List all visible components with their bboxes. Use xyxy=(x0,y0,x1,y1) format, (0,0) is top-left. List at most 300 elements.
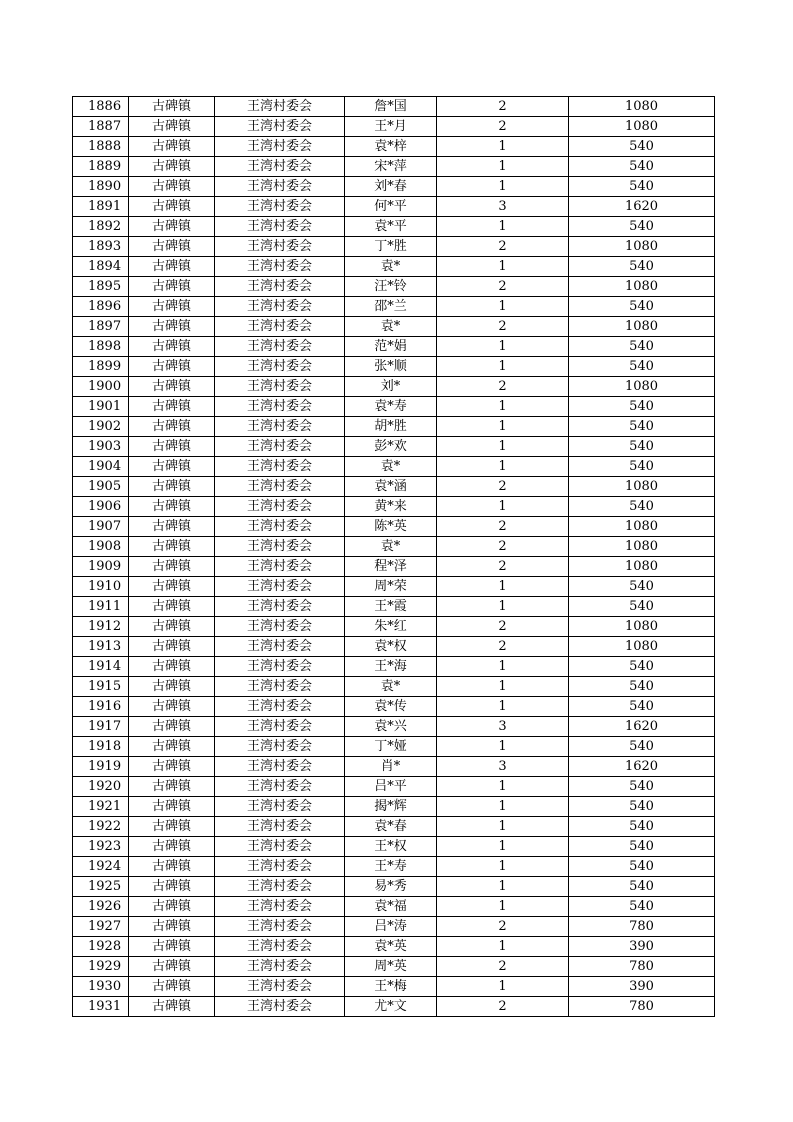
count-cell: 1 xyxy=(437,597,569,617)
table-row xyxy=(73,657,715,677)
count-cell: 1 xyxy=(437,777,569,797)
town-cell: 古碑镇 xyxy=(129,837,215,857)
town-cell: 古碑镇 xyxy=(129,877,215,897)
row-number-cell: 1909 xyxy=(73,557,129,577)
town-cell: 古碑镇 xyxy=(129,157,215,177)
amount-cell: 540 xyxy=(569,657,715,677)
name-cell: 袁* xyxy=(345,457,437,477)
row-number-cell: 1914 xyxy=(73,657,129,677)
table-row xyxy=(73,597,715,617)
amount-cell: 1080 xyxy=(569,277,715,297)
amount-cell: 780 xyxy=(569,957,715,977)
count-cell: 1 xyxy=(437,457,569,477)
data-table xyxy=(72,96,715,1017)
count-cell: 1 xyxy=(437,837,569,857)
village-committee-cell: 王湾村委会 xyxy=(215,797,345,817)
table-row xyxy=(73,457,715,477)
town-cell: 古碑镇 xyxy=(129,257,215,277)
village-committee-cell: 王湾村委会 xyxy=(215,557,345,577)
village-committee-cell: 王湾村委会 xyxy=(215,377,345,397)
table-row xyxy=(73,377,715,397)
amount-cell: 1620 xyxy=(569,197,715,217)
village-committee-cell: 王湾村委会 xyxy=(215,177,345,197)
count-cell: 2 xyxy=(437,917,569,937)
row-number-cell: 1899 xyxy=(73,357,129,377)
name-cell: 詹*国 xyxy=(345,97,437,117)
row-number-cell: 1894 xyxy=(73,257,129,277)
village-committee-cell: 王湾村委会 xyxy=(215,397,345,417)
table-row xyxy=(73,477,715,497)
town-cell: 古碑镇 xyxy=(129,417,215,437)
name-cell: 周*英 xyxy=(345,957,437,977)
name-cell: 袁* xyxy=(345,677,437,697)
amount-cell: 540 xyxy=(569,337,715,357)
amount-cell: 540 xyxy=(569,577,715,597)
row-number-cell: 1898 xyxy=(73,337,129,357)
count-cell: 1 xyxy=(437,937,569,957)
count-cell: 2 xyxy=(437,637,569,657)
table-row xyxy=(73,577,715,597)
row-number-cell: 1908 xyxy=(73,537,129,557)
row-number-cell: 1907 xyxy=(73,517,129,537)
row-number-cell: 1893 xyxy=(73,237,129,257)
count-cell: 1 xyxy=(437,137,569,157)
table-body xyxy=(73,97,715,1017)
table-row xyxy=(73,997,715,1017)
town-cell: 古碑镇 xyxy=(129,857,215,877)
amount-cell: 1080 xyxy=(569,97,715,117)
table-row xyxy=(73,617,715,637)
town-cell: 古碑镇 xyxy=(129,917,215,937)
count-cell: 1 xyxy=(437,697,569,717)
amount-cell: 540 xyxy=(569,497,715,517)
count-cell: 1 xyxy=(437,577,569,597)
village-committee-cell: 王湾村委会 xyxy=(215,257,345,277)
amount-cell: 540 xyxy=(569,137,715,157)
town-cell: 古碑镇 xyxy=(129,177,215,197)
table-row xyxy=(73,277,715,297)
count-cell: 2 xyxy=(437,617,569,637)
table-row xyxy=(73,417,715,437)
table-row xyxy=(73,497,715,517)
row-number-cell: 1919 xyxy=(73,757,129,777)
village-committee-cell: 王湾村委会 xyxy=(215,937,345,957)
count-cell: 3 xyxy=(437,757,569,777)
row-number-cell: 1912 xyxy=(73,617,129,637)
table-row xyxy=(73,977,715,997)
count-cell: 3 xyxy=(437,197,569,217)
amount-cell: 780 xyxy=(569,917,715,937)
row-number-cell: 1927 xyxy=(73,917,129,937)
town-cell: 古碑镇 xyxy=(129,637,215,657)
name-cell: 袁*涵 xyxy=(345,477,437,497)
town-cell: 古碑镇 xyxy=(129,817,215,837)
name-cell: 陈*英 xyxy=(345,517,437,537)
table-row xyxy=(73,437,715,457)
village-committee-cell: 王湾村委会 xyxy=(215,237,345,257)
row-number-cell: 1929 xyxy=(73,957,129,977)
table-row xyxy=(73,837,715,857)
village-committee-cell: 王湾村委会 xyxy=(215,957,345,977)
row-number-cell: 1897 xyxy=(73,317,129,337)
town-cell: 古碑镇 xyxy=(129,677,215,697)
count-cell: 1 xyxy=(437,337,569,357)
count-cell: 2 xyxy=(437,277,569,297)
village-committee-cell: 王湾村委会 xyxy=(215,637,345,657)
table-row xyxy=(73,237,715,257)
village-committee-cell: 王湾村委会 xyxy=(215,517,345,537)
town-cell: 古碑镇 xyxy=(129,777,215,797)
row-number-cell: 1902 xyxy=(73,417,129,437)
count-cell: 2 xyxy=(437,97,569,117)
name-cell: 王*月 xyxy=(345,117,437,137)
row-number-cell: 1900 xyxy=(73,377,129,397)
count-cell: 1 xyxy=(437,657,569,677)
town-cell: 古碑镇 xyxy=(129,737,215,757)
town-cell: 古碑镇 xyxy=(129,477,215,497)
town-cell: 古碑镇 xyxy=(129,937,215,957)
table-row xyxy=(73,337,715,357)
village-committee-cell: 王湾村委会 xyxy=(215,837,345,857)
row-number-cell: 1887 xyxy=(73,117,129,137)
count-cell: 2 xyxy=(437,997,569,1017)
amount-cell: 1080 xyxy=(569,557,715,577)
amount-cell: 540 xyxy=(569,417,715,437)
amount-cell: 540 xyxy=(569,177,715,197)
table-row xyxy=(73,937,715,957)
name-cell: 袁*英 xyxy=(345,937,437,957)
town-cell: 古碑镇 xyxy=(129,317,215,337)
row-number-cell: 1925 xyxy=(73,877,129,897)
table-row xyxy=(73,137,715,157)
count-cell: 2 xyxy=(437,377,569,397)
village-committee-cell: 王湾村委会 xyxy=(215,457,345,477)
count-cell: 2 xyxy=(437,557,569,577)
village-committee-cell: 王湾村委会 xyxy=(215,877,345,897)
row-number-cell: 1906 xyxy=(73,497,129,517)
table-row xyxy=(73,97,715,117)
table-row xyxy=(73,117,715,137)
name-cell: 邵*兰 xyxy=(345,297,437,317)
name-cell: 王*霞 xyxy=(345,597,437,617)
row-number-cell: 1911 xyxy=(73,597,129,617)
row-number-cell: 1904 xyxy=(73,457,129,477)
town-cell: 古碑镇 xyxy=(129,397,215,417)
village-committee-cell: 王湾村委会 xyxy=(215,597,345,617)
town-cell: 古碑镇 xyxy=(129,757,215,777)
table-row xyxy=(73,517,715,537)
name-cell: 袁*平 xyxy=(345,217,437,237)
count-cell: 1 xyxy=(437,157,569,177)
name-cell: 袁*权 xyxy=(345,637,437,657)
amount-cell: 390 xyxy=(569,977,715,997)
town-cell: 古碑镇 xyxy=(129,137,215,157)
name-cell: 王*梅 xyxy=(345,977,437,997)
row-number-cell: 1931 xyxy=(73,997,129,1017)
town-cell: 古碑镇 xyxy=(129,497,215,517)
name-cell: 揭*辉 xyxy=(345,797,437,817)
count-cell: 1 xyxy=(437,897,569,917)
village-committee-cell: 王湾村委会 xyxy=(215,757,345,777)
village-committee-cell: 王湾村委会 xyxy=(215,717,345,737)
village-committee-cell: 王湾村委会 xyxy=(215,417,345,437)
amount-cell: 540 xyxy=(569,697,715,717)
row-number-cell: 1901 xyxy=(73,397,129,417)
count-cell: 1 xyxy=(437,857,569,877)
village-committee-cell: 王湾村委会 xyxy=(215,157,345,177)
name-cell: 宋*萍 xyxy=(345,157,437,177)
name-cell: 黄*来 xyxy=(345,497,437,517)
row-number-cell: 1888 xyxy=(73,137,129,157)
row-number-cell: 1890 xyxy=(73,177,129,197)
amount-cell: 1080 xyxy=(569,317,715,337)
town-cell: 古碑镇 xyxy=(129,457,215,477)
village-committee-cell: 王湾村委会 xyxy=(215,737,345,757)
name-cell: 何*平 xyxy=(345,197,437,217)
amount-cell: 540 xyxy=(569,597,715,617)
row-number-cell: 1930 xyxy=(73,977,129,997)
amount-cell: 540 xyxy=(569,897,715,917)
town-cell: 古碑镇 xyxy=(129,217,215,237)
amount-cell: 540 xyxy=(569,837,715,857)
town-cell: 古碑镇 xyxy=(129,597,215,617)
name-cell: 彭*欢 xyxy=(345,437,437,457)
amount-cell: 1080 xyxy=(569,637,715,657)
village-committee-cell: 王湾村委会 xyxy=(215,97,345,117)
name-cell: 朱*红 xyxy=(345,617,437,637)
amount-cell: 390 xyxy=(569,937,715,957)
count-cell: 1 xyxy=(437,497,569,517)
row-number-cell: 1923 xyxy=(73,837,129,857)
row-number-cell: 1928 xyxy=(73,937,129,957)
table-row xyxy=(73,317,715,337)
table-row xyxy=(73,637,715,657)
town-cell: 古碑镇 xyxy=(129,277,215,297)
village-committee-cell: 王湾村委会 xyxy=(215,997,345,1017)
name-cell: 汪*铃 xyxy=(345,277,437,297)
count-cell: 2 xyxy=(437,117,569,137)
town-cell: 古碑镇 xyxy=(129,237,215,257)
table-row xyxy=(73,797,715,817)
row-number-cell: 1896 xyxy=(73,297,129,317)
table-row xyxy=(73,157,715,177)
row-number-cell: 1889 xyxy=(73,157,129,177)
table-row xyxy=(73,897,715,917)
table-row xyxy=(73,737,715,757)
village-committee-cell: 王湾村委会 xyxy=(215,977,345,997)
row-number-cell: 1924 xyxy=(73,857,129,877)
row-number-cell: 1921 xyxy=(73,797,129,817)
amount-cell: 540 xyxy=(569,737,715,757)
table-row xyxy=(73,297,715,317)
village-committee-cell: 王湾村委会 xyxy=(215,537,345,557)
table-row xyxy=(73,557,715,577)
name-cell: 袁* xyxy=(345,537,437,557)
count-cell: 1 xyxy=(437,437,569,457)
count-cell: 1 xyxy=(437,217,569,237)
town-cell: 古碑镇 xyxy=(129,377,215,397)
row-number-cell: 1886 xyxy=(73,97,129,117)
village-committee-cell: 王湾村委会 xyxy=(215,317,345,337)
count-cell: 2 xyxy=(437,237,569,257)
count-cell: 2 xyxy=(437,517,569,537)
name-cell: 丁*娅 xyxy=(345,737,437,757)
village-committee-cell: 王湾村委会 xyxy=(215,697,345,717)
village-committee-cell: 王湾村委会 xyxy=(215,197,345,217)
count-cell: 1 xyxy=(437,357,569,377)
table-row xyxy=(73,857,715,877)
row-number-cell: 1920 xyxy=(73,777,129,797)
row-number-cell: 1915 xyxy=(73,677,129,697)
amount-cell: 540 xyxy=(569,797,715,817)
table-row xyxy=(73,677,715,697)
town-cell: 古碑镇 xyxy=(129,437,215,457)
village-committee-cell: 王湾村委会 xyxy=(215,617,345,637)
count-cell: 1 xyxy=(437,257,569,277)
village-committee-cell: 王湾村委会 xyxy=(215,477,345,497)
village-committee-cell: 王湾村委会 xyxy=(215,677,345,697)
count-cell: 3 xyxy=(437,717,569,737)
village-committee-cell: 王湾村委会 xyxy=(215,857,345,877)
table-row xyxy=(73,197,715,217)
town-cell: 古碑镇 xyxy=(129,117,215,137)
amount-cell: 540 xyxy=(569,357,715,377)
amount-cell: 540 xyxy=(569,857,715,877)
count-cell: 1 xyxy=(437,417,569,437)
count-cell: 2 xyxy=(437,537,569,557)
count-cell: 2 xyxy=(437,957,569,977)
town-cell: 古碑镇 xyxy=(129,977,215,997)
town-cell: 古碑镇 xyxy=(129,997,215,1017)
town-cell: 古碑镇 xyxy=(129,617,215,637)
name-cell: 易*秀 xyxy=(345,877,437,897)
village-committee-cell: 王湾村委会 xyxy=(215,817,345,837)
count-cell: 1 xyxy=(437,737,569,757)
row-number-cell: 1922 xyxy=(73,817,129,837)
name-cell: 刘* xyxy=(345,377,437,397)
row-number-cell: 1895 xyxy=(73,277,129,297)
village-committee-cell: 王湾村委会 xyxy=(215,117,345,137)
count-cell: 1 xyxy=(437,817,569,837)
town-cell: 古碑镇 xyxy=(129,897,215,917)
count-cell: 1 xyxy=(437,177,569,197)
name-cell: 袁*寿 xyxy=(345,397,437,417)
village-committee-cell: 王湾村委会 xyxy=(215,217,345,237)
name-cell: 丁*胜 xyxy=(345,237,437,257)
table-row xyxy=(73,697,715,717)
name-cell: 袁*传 xyxy=(345,697,437,717)
amount-cell: 1080 xyxy=(569,617,715,637)
name-cell: 吕*涛 xyxy=(345,917,437,937)
count-cell: 2 xyxy=(437,477,569,497)
row-number-cell: 1903 xyxy=(73,437,129,457)
village-committee-cell: 王湾村委会 xyxy=(215,657,345,677)
row-number-cell: 1892 xyxy=(73,217,129,237)
count-cell: 1 xyxy=(437,877,569,897)
row-number-cell: 1916 xyxy=(73,697,129,717)
amount-cell: 1620 xyxy=(569,757,715,777)
name-cell: 张*顺 xyxy=(345,357,437,377)
amount-cell: 1080 xyxy=(569,117,715,137)
amount-cell: 1080 xyxy=(569,237,715,257)
table-row xyxy=(73,757,715,777)
amount-cell: 540 xyxy=(569,257,715,277)
amount-cell: 1080 xyxy=(569,477,715,497)
count-cell: 1 xyxy=(437,677,569,697)
amount-cell: 780 xyxy=(569,997,715,1017)
count-cell: 1 xyxy=(437,297,569,317)
village-committee-cell: 王湾村委会 xyxy=(215,357,345,377)
amount-cell: 1080 xyxy=(569,537,715,557)
village-committee-cell: 王湾村委会 xyxy=(215,917,345,937)
amount-cell: 1080 xyxy=(569,517,715,537)
name-cell: 袁*梓 xyxy=(345,137,437,157)
village-committee-cell: 王湾村委会 xyxy=(215,497,345,517)
amount-cell: 540 xyxy=(569,437,715,457)
name-cell: 袁*兴 xyxy=(345,717,437,737)
table-row xyxy=(73,877,715,897)
amount-cell: 540 xyxy=(569,297,715,317)
name-cell: 胡*胜 xyxy=(345,417,437,437)
amount-cell: 540 xyxy=(569,457,715,477)
town-cell: 古碑镇 xyxy=(129,557,215,577)
town-cell: 古碑镇 xyxy=(129,577,215,597)
name-cell: 尤*文 xyxy=(345,997,437,1017)
amount-cell: 540 xyxy=(569,777,715,797)
name-cell: 范*娟 xyxy=(345,337,437,357)
village-committee-cell: 王湾村委会 xyxy=(215,897,345,917)
amount-cell: 540 xyxy=(569,877,715,897)
town-cell: 古碑镇 xyxy=(129,697,215,717)
town-cell: 古碑镇 xyxy=(129,957,215,977)
name-cell: 王*寿 xyxy=(345,857,437,877)
table-row xyxy=(73,957,715,977)
town-cell: 古碑镇 xyxy=(129,657,215,677)
count-cell: 1 xyxy=(437,397,569,417)
town-cell: 古碑镇 xyxy=(129,797,215,817)
amount-cell: 540 xyxy=(569,217,715,237)
count-cell: 2 xyxy=(437,317,569,337)
table-row xyxy=(73,397,715,417)
table-row xyxy=(73,177,715,197)
name-cell: 袁* xyxy=(345,257,437,277)
town-cell: 古碑镇 xyxy=(129,717,215,737)
amount-cell: 540 xyxy=(569,677,715,697)
name-cell: 王*权 xyxy=(345,837,437,857)
row-number-cell: 1910 xyxy=(73,577,129,597)
count-cell: 1 xyxy=(437,977,569,997)
row-number-cell: 1913 xyxy=(73,637,129,657)
town-cell: 古碑镇 xyxy=(129,337,215,357)
name-cell: 袁* xyxy=(345,317,437,337)
name-cell: 王*海 xyxy=(345,657,437,677)
name-cell: 吕*平 xyxy=(345,777,437,797)
row-number-cell: 1891 xyxy=(73,197,129,217)
row-number-cell: 1918 xyxy=(73,737,129,757)
table-row xyxy=(73,537,715,557)
name-cell: 程*泽 xyxy=(345,557,437,577)
table-row xyxy=(73,257,715,277)
amount-cell: 1620 xyxy=(569,717,715,737)
village-committee-cell: 王湾村委会 xyxy=(215,577,345,597)
amount-cell: 540 xyxy=(569,397,715,417)
village-committee-cell: 王湾村委会 xyxy=(215,137,345,157)
table-row xyxy=(73,917,715,937)
name-cell: 刘*春 xyxy=(345,177,437,197)
name-cell: 袁*春 xyxy=(345,817,437,837)
amount-cell: 540 xyxy=(569,817,715,837)
town-cell: 古碑镇 xyxy=(129,357,215,377)
